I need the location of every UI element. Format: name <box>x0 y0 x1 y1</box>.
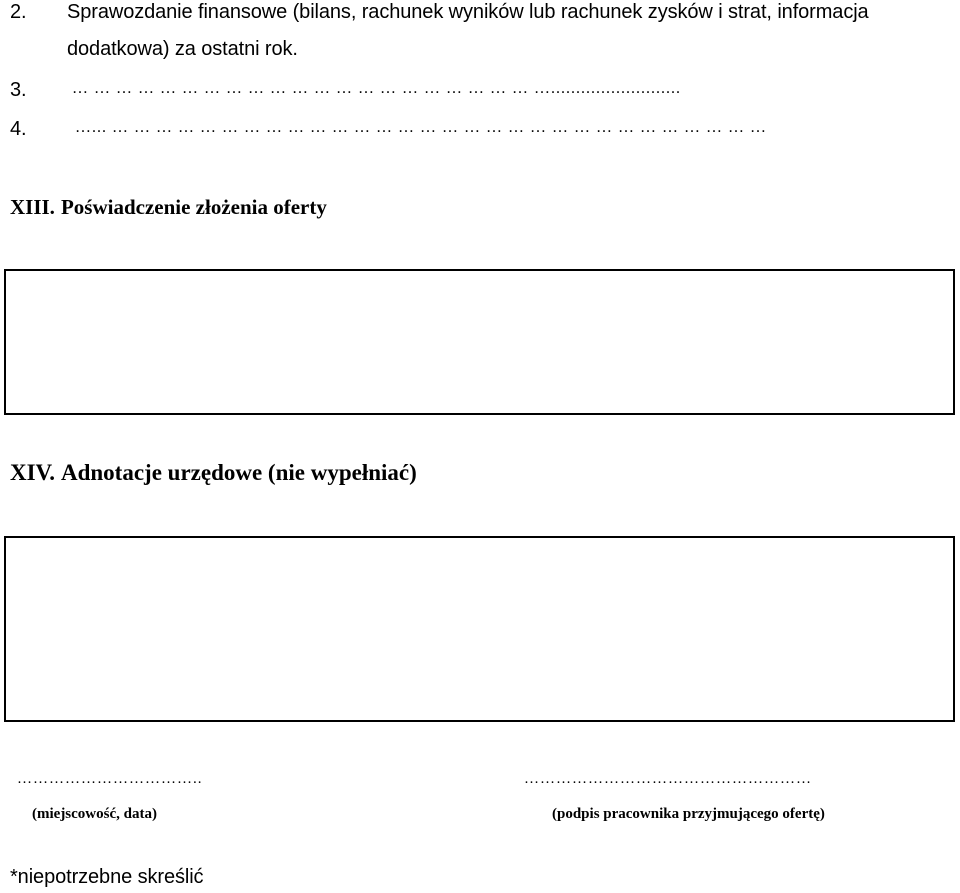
section-number: XIV. <box>10 460 55 485</box>
signature-line: ……………………………………………… <box>524 771 812 787</box>
list-item-number: 4. <box>10 118 27 140</box>
fill-in-line: … … … … … … … … … … … … … … … … … … … … … ….......................... <box>72 80 681 97</box>
list-item-number: 3. <box>10 79 27 101</box>
list-item-number: 2. <box>10 1 27 23</box>
place-date-label: (miejscowość, data) <box>32 806 157 822</box>
list-item-text-continuation: dodatkowa) za ostatni rok. <box>67 38 298 60</box>
section-heading-xiii <box>10 195 327 220</box>
section-title: Poświadczenie złożenia oferty <box>60 195 327 219</box>
section-number: XIII. <box>10 195 55 219</box>
footnote: *niepotrzebne skreślić <box>10 866 204 888</box>
section-heading-xiv <box>10 460 417 486</box>
fill-in-line: …... … … … … … … … … … … … … … … … … … … … … … … … … … … … … … … <box>75 119 767 136</box>
place-date-line: …………………………….. <box>17 771 203 787</box>
official-notes-box <box>4 536 955 722</box>
list-item-text: Sprawozdanie finansowe (bilans, rachunek wyników lub rachunek zysków i strat, informacja <box>67 1 869 23</box>
section-title: Adnotacje urzędowe (nie wypełniać) <box>60 460 417 485</box>
confirmation-box <box>4 269 955 415</box>
signature-label: (podpis pracownika przyjmującego ofertę) <box>552 806 825 822</box>
